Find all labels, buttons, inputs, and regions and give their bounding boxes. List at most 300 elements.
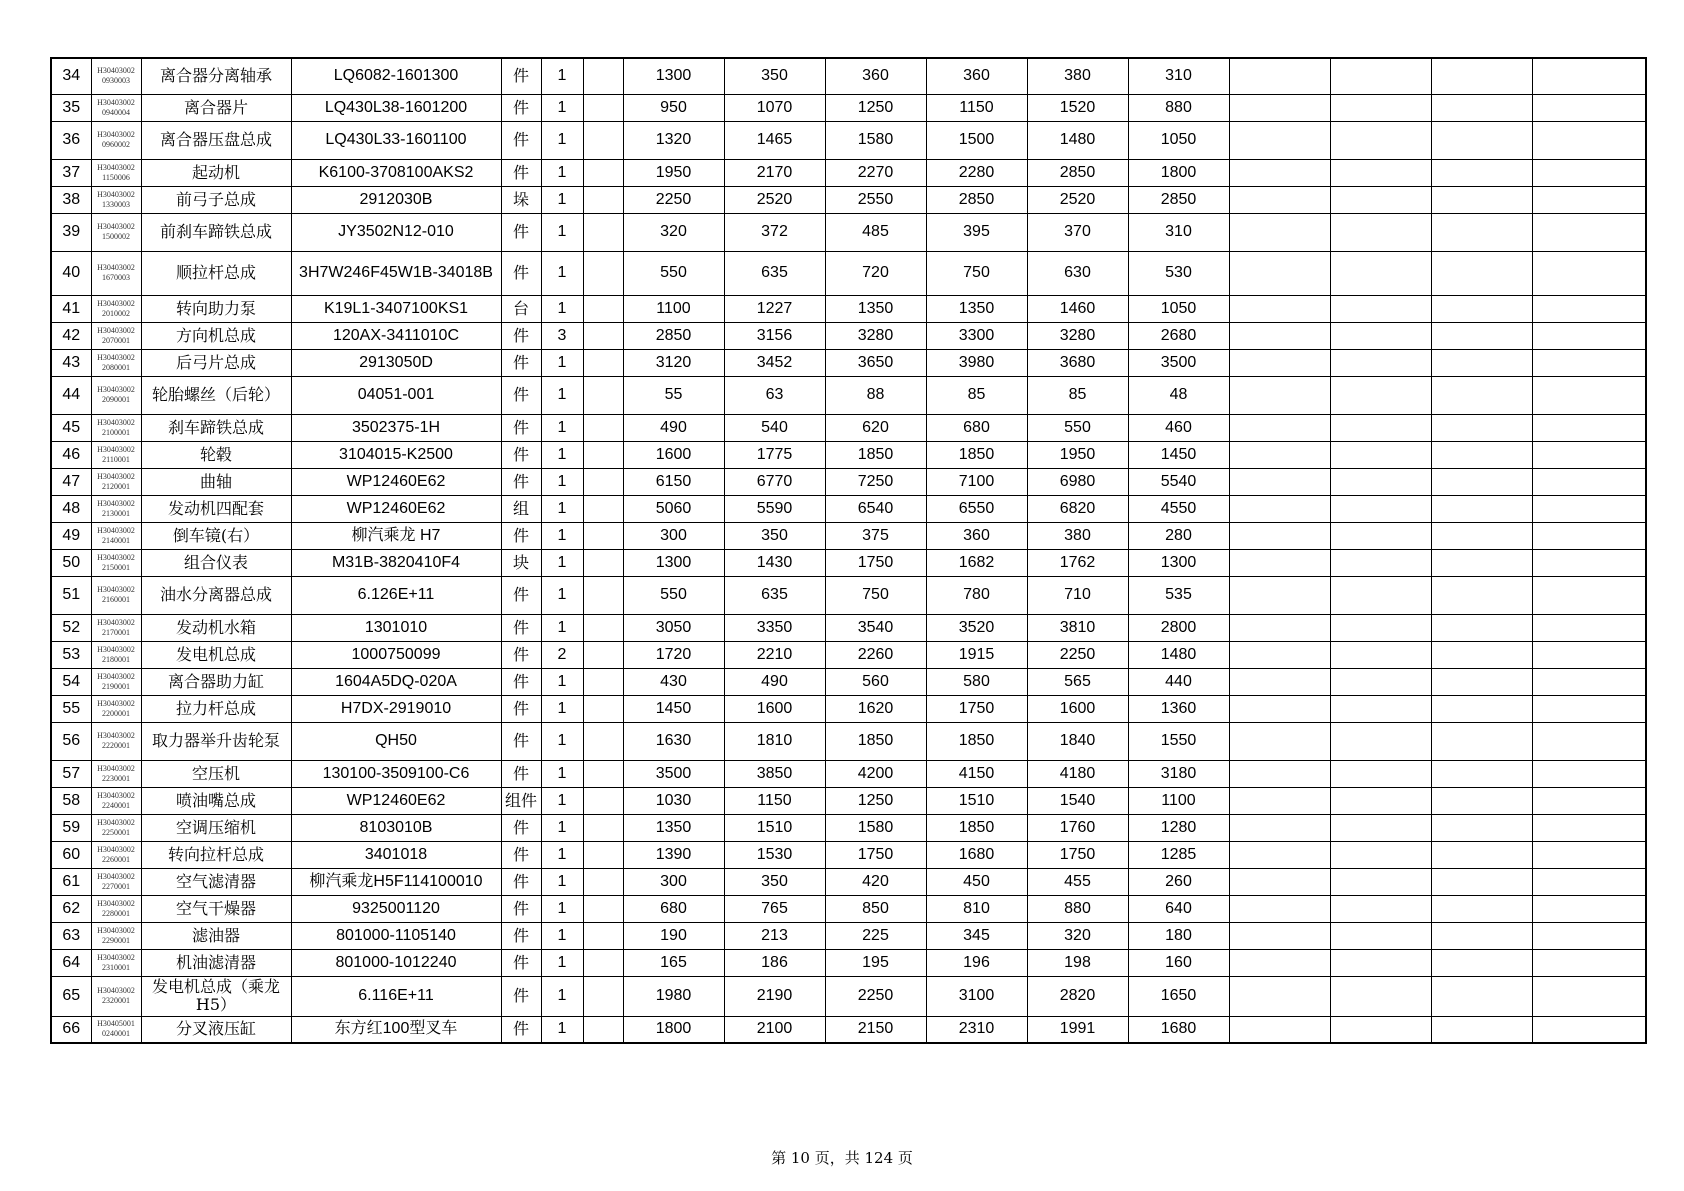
- price-6: 530: [1128, 251, 1229, 295]
- empty-col-1: [1229, 614, 1330, 641]
- item-code: H30403002 2310001: [91, 949, 141, 976]
- item-unit: 垛: [501, 186, 541, 213]
- table-row: [51, 213, 1646, 251]
- item-unit: 件: [501, 614, 541, 641]
- empty-col-2: [1330, 722, 1431, 760]
- item-quantity: 1: [541, 522, 583, 549]
- item-code: H30403002 2080001: [91, 349, 141, 376]
- price-5: 455: [1027, 868, 1128, 895]
- item-unit: 件: [501, 922, 541, 949]
- row-number: 61: [51, 868, 91, 895]
- table-row: [51, 441, 1646, 468]
- empty-col-3: [1431, 641, 1532, 668]
- empty-col-1: [1229, 549, 1330, 576]
- empty-col-4: [1532, 251, 1646, 295]
- empty-col-4: [1532, 614, 1646, 641]
- price-3: 4200: [825, 760, 926, 787]
- price-3: 1350: [825, 295, 926, 322]
- blank-cell: [583, 349, 623, 376]
- price-1: 1720: [623, 641, 724, 668]
- item-name: 空调压缩机: [141, 814, 291, 841]
- empty-col-3: [1431, 814, 1532, 841]
- item-name: 发电机总成（乘龙H5）: [141, 976, 291, 1016]
- item-unit: 件: [501, 159, 541, 186]
- empty-col-1: [1229, 414, 1330, 441]
- item-model: 130100-3509100-C6: [291, 760, 501, 787]
- empty-col-2: [1330, 376, 1431, 414]
- price-1: 320: [623, 213, 724, 251]
- price-1: 1030: [623, 787, 724, 814]
- row-number: 46: [51, 441, 91, 468]
- empty-col-2: [1330, 576, 1431, 614]
- blank-cell: [583, 549, 623, 576]
- price-3: 88: [825, 376, 926, 414]
- empty-col-3: [1431, 841, 1532, 868]
- price-5: 1762: [1027, 549, 1128, 576]
- price-6: 1550: [1128, 722, 1229, 760]
- item-name: 方向机总成: [141, 322, 291, 349]
- row-number: 36: [51, 121, 91, 159]
- price-6: 280: [1128, 522, 1229, 549]
- blank-cell: [583, 576, 623, 614]
- empty-col-3: [1431, 251, 1532, 295]
- empty-col-4: [1532, 760, 1646, 787]
- table-row: [51, 322, 1646, 349]
- price-2: 1510: [724, 814, 825, 841]
- price-2: 1530: [724, 841, 825, 868]
- item-unit: 组件: [501, 787, 541, 814]
- price-1: 2250: [623, 186, 724, 213]
- price-1: 1320: [623, 121, 724, 159]
- empty-col-3: [1431, 760, 1532, 787]
- row-number: 43: [51, 349, 91, 376]
- empty-col-2: [1330, 186, 1431, 213]
- item-name: 离合器助力缸: [141, 668, 291, 695]
- item-code: H30403002 2270001: [91, 868, 141, 895]
- empty-col-3: [1431, 94, 1532, 121]
- blank-cell: [583, 976, 623, 1016]
- empty-col-3: [1431, 522, 1532, 549]
- item-quantity: 1: [541, 695, 583, 722]
- empty-col-2: [1330, 441, 1431, 468]
- price-6: 5540: [1128, 468, 1229, 495]
- empty-col-2: [1330, 641, 1431, 668]
- price-2: 1775: [724, 441, 825, 468]
- price-3: 750: [825, 576, 926, 614]
- price-6: 180: [1128, 922, 1229, 949]
- row-number: 49: [51, 522, 91, 549]
- price-3: 1750: [825, 841, 926, 868]
- price-6: 48: [1128, 376, 1229, 414]
- row-number: 59: [51, 814, 91, 841]
- empty-col-4: [1532, 349, 1646, 376]
- price-1: 165: [623, 949, 724, 976]
- price-6: 460: [1128, 414, 1229, 441]
- blank-cell: [583, 949, 623, 976]
- item-unit: 件: [501, 976, 541, 1016]
- item-model: 3502375-1H: [291, 414, 501, 441]
- item-quantity: 1: [541, 841, 583, 868]
- row-number: 64: [51, 949, 91, 976]
- empty-col-2: [1330, 121, 1431, 159]
- empty-col-3: [1431, 722, 1532, 760]
- empty-col-3: [1431, 441, 1532, 468]
- empty-col-2: [1330, 814, 1431, 841]
- price-5: 1520: [1027, 94, 1128, 121]
- table-row: [51, 159, 1646, 186]
- item-quantity: 1: [541, 1016, 583, 1043]
- table-row: [51, 576, 1646, 614]
- item-model: 801000-1105140: [291, 922, 501, 949]
- empty-col-1: [1229, 251, 1330, 295]
- empty-col-3: [1431, 668, 1532, 695]
- empty-col-1: [1229, 186, 1330, 213]
- item-quantity: 2: [541, 641, 583, 668]
- row-number: 53: [51, 641, 91, 668]
- price-5: 565: [1027, 668, 1128, 695]
- item-quantity: 1: [541, 441, 583, 468]
- item-model: 8103010B: [291, 814, 501, 841]
- item-code: H30403002 2170001: [91, 614, 141, 641]
- item-code: H30403002 1500002: [91, 213, 141, 251]
- empty-col-3: [1431, 213, 1532, 251]
- price-4: 1850: [926, 441, 1027, 468]
- item-model: 9325001120: [291, 895, 501, 922]
- price-3: 850: [825, 895, 926, 922]
- item-quantity: 1: [541, 614, 583, 641]
- price-4: 1750: [926, 695, 1027, 722]
- price-1: 430: [623, 668, 724, 695]
- item-quantity: 1: [541, 760, 583, 787]
- item-code: H30403002 2140001: [91, 522, 141, 549]
- price-2: 1150: [724, 787, 825, 814]
- item-name: 曲轴: [141, 468, 291, 495]
- item-unit: 件: [501, 94, 541, 121]
- empty-col-2: [1330, 322, 1431, 349]
- empty-col-2: [1330, 787, 1431, 814]
- price-3: 560: [825, 668, 926, 695]
- price-2: 635: [724, 251, 825, 295]
- item-name: 油水分离器总成: [141, 576, 291, 614]
- blank-cell: [583, 922, 623, 949]
- item-model: 3401018: [291, 841, 501, 868]
- price-3: 420: [825, 868, 926, 895]
- item-name: 前弓子总成: [141, 186, 291, 213]
- item-code: H30403002 2200001: [91, 695, 141, 722]
- item-name: 前刹车蹄铁总成: [141, 213, 291, 251]
- item-code: H30403002 0940004: [91, 94, 141, 121]
- item-quantity: 1: [541, 349, 583, 376]
- item-unit: 件: [501, 841, 541, 868]
- blank-cell: [583, 868, 623, 895]
- price-2: 5590: [724, 495, 825, 522]
- blank-cell: [583, 495, 623, 522]
- price-1: 1950: [623, 159, 724, 186]
- price-5: 380: [1027, 522, 1128, 549]
- item-model: QH50: [291, 722, 501, 760]
- price-1: 680: [623, 895, 724, 922]
- table-row: [51, 922, 1646, 949]
- price-2: 2210: [724, 641, 825, 668]
- item-model: 3H7W246F45W1B-34018B: [291, 251, 501, 295]
- price-6: 440: [1128, 668, 1229, 695]
- price-5: 1480: [1027, 121, 1128, 159]
- blank-cell: [583, 58, 623, 94]
- empty-col-4: [1532, 576, 1646, 614]
- blank-cell: [583, 722, 623, 760]
- item-quantity: 1: [541, 376, 583, 414]
- item-model: WP12460E62: [291, 787, 501, 814]
- empty-col-2: [1330, 668, 1431, 695]
- price-5: 2250: [1027, 641, 1128, 668]
- price-2: 2190: [724, 976, 825, 1016]
- item-code: H30403002 1330003: [91, 186, 141, 213]
- price-1: 1800: [623, 1016, 724, 1043]
- price-2: 1465: [724, 121, 825, 159]
- price-2: 1070: [724, 94, 825, 121]
- price-2: 350: [724, 522, 825, 549]
- price-4: 1510: [926, 787, 1027, 814]
- empty-col-2: [1330, 213, 1431, 251]
- blank-cell: [583, 376, 623, 414]
- price-5: 2850: [1027, 159, 1128, 186]
- item-code: H30403002 2010002: [91, 295, 141, 322]
- price-5: 710: [1027, 576, 1128, 614]
- price-1: 1350: [623, 814, 724, 841]
- blank-cell: [583, 186, 623, 213]
- price-6: 1800: [1128, 159, 1229, 186]
- table-row: [51, 976, 1646, 1016]
- empty-col-1: [1229, 522, 1330, 549]
- price-3: 1750: [825, 549, 926, 576]
- price-4: 360: [926, 522, 1027, 549]
- empty-col-2: [1330, 94, 1431, 121]
- item-unit: 件: [501, 668, 541, 695]
- price-5: 1750: [1027, 841, 1128, 868]
- item-model: LQ430L38-1601200: [291, 94, 501, 121]
- row-number: 58: [51, 787, 91, 814]
- price-1: 550: [623, 576, 724, 614]
- blank-cell: [583, 94, 623, 121]
- item-code: H30403002 2290001: [91, 922, 141, 949]
- empty-col-4: [1532, 641, 1646, 668]
- item-model: 2913050D: [291, 349, 501, 376]
- blank-cell: [583, 841, 623, 868]
- item-unit: 件: [501, 695, 541, 722]
- price-5: 1540: [1027, 787, 1128, 814]
- item-unit: 件: [501, 121, 541, 159]
- item-name: 分叉液压缸: [141, 1016, 291, 1043]
- price-2: 1430: [724, 549, 825, 576]
- item-unit: 件: [501, 251, 541, 295]
- item-name: 喷油嘴总成: [141, 787, 291, 814]
- row-number: 62: [51, 895, 91, 922]
- row-number: 40: [51, 251, 91, 295]
- empty-col-1: [1229, 976, 1330, 1016]
- item-code: H30405001 0240001: [91, 1016, 141, 1043]
- price-2: 3452: [724, 349, 825, 376]
- item-code: H30403002 0930003: [91, 58, 141, 94]
- table-row: [51, 468, 1646, 495]
- item-name: 发动机水箱: [141, 614, 291, 641]
- empty-col-4: [1532, 295, 1646, 322]
- item-quantity: 1: [541, 722, 583, 760]
- empty-col-2: [1330, 976, 1431, 1016]
- item-quantity: 1: [541, 814, 583, 841]
- price-2: 372: [724, 213, 825, 251]
- item-quantity: 1: [541, 922, 583, 949]
- price-6: 3500: [1128, 349, 1229, 376]
- price-6: 1050: [1128, 121, 1229, 159]
- item-unit: 件: [501, 895, 541, 922]
- price-2: 1600: [724, 695, 825, 722]
- empty-col-2: [1330, 922, 1431, 949]
- item-unit: 件: [501, 414, 541, 441]
- blank-cell: [583, 1016, 623, 1043]
- item-quantity: 1: [541, 549, 583, 576]
- row-number: 56: [51, 722, 91, 760]
- row-number: 37: [51, 159, 91, 186]
- empty-col-4: [1532, 322, 1646, 349]
- item-quantity: 1: [541, 159, 583, 186]
- price-3: 2270: [825, 159, 926, 186]
- empty-col-4: [1532, 94, 1646, 121]
- price-6: 1100: [1128, 787, 1229, 814]
- table-row: [51, 814, 1646, 841]
- item-unit: 件: [501, 641, 541, 668]
- price-1: 5060: [623, 495, 724, 522]
- table-row: [51, 495, 1646, 522]
- row-number: 42: [51, 322, 91, 349]
- price-6: 2800: [1128, 614, 1229, 641]
- price-5: 550: [1027, 414, 1128, 441]
- item-quantity: 1: [541, 668, 583, 695]
- price-6: 640: [1128, 895, 1229, 922]
- item-model: H7DX-2919010: [291, 695, 501, 722]
- table-body: [51, 58, 1646, 1043]
- item-name: 发动机四配套: [141, 495, 291, 522]
- price-4: 1150: [926, 94, 1027, 121]
- empty-col-3: [1431, 58, 1532, 94]
- price-3: 1250: [825, 94, 926, 121]
- item-model: 120AX-3411010C: [291, 322, 501, 349]
- price-1: 1980: [623, 976, 724, 1016]
- price-4: 85: [926, 376, 1027, 414]
- empty-col-2: [1330, 1016, 1431, 1043]
- price-3: 1250: [825, 787, 926, 814]
- item-unit: 组: [501, 495, 541, 522]
- item-name: 空气干燥器: [141, 895, 291, 922]
- price-4: 750: [926, 251, 1027, 295]
- item-name: 离合器压盘总成: [141, 121, 291, 159]
- blank-cell: [583, 895, 623, 922]
- item-model: 6.126E+11: [291, 576, 501, 614]
- empty-col-2: [1330, 868, 1431, 895]
- empty-col-1: [1229, 668, 1330, 695]
- price-2: 350: [724, 868, 825, 895]
- price-5: 85: [1027, 376, 1128, 414]
- price-4: 1680: [926, 841, 1027, 868]
- price-6: 1285: [1128, 841, 1229, 868]
- row-number: 60: [51, 841, 91, 868]
- price-2: 6770: [724, 468, 825, 495]
- item-quantity: 1: [541, 868, 583, 895]
- table-row: [51, 760, 1646, 787]
- table-row: [51, 1016, 1646, 1043]
- price-2: 635: [724, 576, 825, 614]
- empty-col-3: [1431, 895, 1532, 922]
- price-2: 186: [724, 949, 825, 976]
- empty-col-3: [1431, 349, 1532, 376]
- row-number: 54: [51, 668, 91, 695]
- empty-col-2: [1330, 468, 1431, 495]
- empty-col-4: [1532, 841, 1646, 868]
- empty-col-1: [1229, 121, 1330, 159]
- price-4: 4150: [926, 760, 1027, 787]
- item-code: H30403002 2260001: [91, 841, 141, 868]
- item-name: 离合器分离轴承: [141, 58, 291, 94]
- price-4: 680: [926, 414, 1027, 441]
- price-3: 1620: [825, 695, 926, 722]
- empty-col-4: [1532, 213, 1646, 251]
- empty-col-2: [1330, 414, 1431, 441]
- row-number: 38: [51, 186, 91, 213]
- item-model: 04051-001: [291, 376, 501, 414]
- price-3: 3650: [825, 349, 926, 376]
- item-name: 滤油器: [141, 922, 291, 949]
- empty-col-3: [1431, 614, 1532, 641]
- price-2: 3156: [724, 322, 825, 349]
- empty-col-4: [1532, 376, 1646, 414]
- item-model: LQ430L33-1601100: [291, 121, 501, 159]
- empty-col-4: [1532, 522, 1646, 549]
- empty-col-2: [1330, 841, 1431, 868]
- price-3: 2250: [825, 976, 926, 1016]
- item-unit: 件: [501, 760, 541, 787]
- empty-col-2: [1330, 895, 1431, 922]
- empty-col-2: [1330, 251, 1431, 295]
- empty-col-3: [1431, 695, 1532, 722]
- item-model: JY3502N12-010: [291, 213, 501, 251]
- row-number: 45: [51, 414, 91, 441]
- price-5: 1460: [1027, 295, 1128, 322]
- empty-col-4: [1532, 549, 1646, 576]
- item-unit: 件: [501, 868, 541, 895]
- item-code: H30403002 2100001: [91, 414, 141, 441]
- blank-cell: [583, 468, 623, 495]
- item-model: 柳汽乘龙 H7: [291, 522, 501, 549]
- table-row: [51, 949, 1646, 976]
- item-quantity: 1: [541, 976, 583, 1016]
- empty-col-2: [1330, 495, 1431, 522]
- price-2: 2520: [724, 186, 825, 213]
- price-4: 360: [926, 58, 1027, 94]
- price-5: 6980: [1027, 468, 1128, 495]
- price-1: 550: [623, 251, 724, 295]
- blank-cell: [583, 251, 623, 295]
- item-quantity: 1: [541, 213, 583, 251]
- item-code: H30403002 2090001: [91, 376, 141, 414]
- price-5: 2520: [1027, 186, 1128, 213]
- item-quantity: 1: [541, 576, 583, 614]
- item-model: K6100-3708100AKS2: [291, 159, 501, 186]
- price-3: 620: [825, 414, 926, 441]
- empty-col-1: [1229, 868, 1330, 895]
- price-3: 2150: [825, 1016, 926, 1043]
- item-name: 取力器举升齿轮泵: [141, 722, 291, 760]
- empty-col-1: [1229, 841, 1330, 868]
- price-4: 450: [926, 868, 1027, 895]
